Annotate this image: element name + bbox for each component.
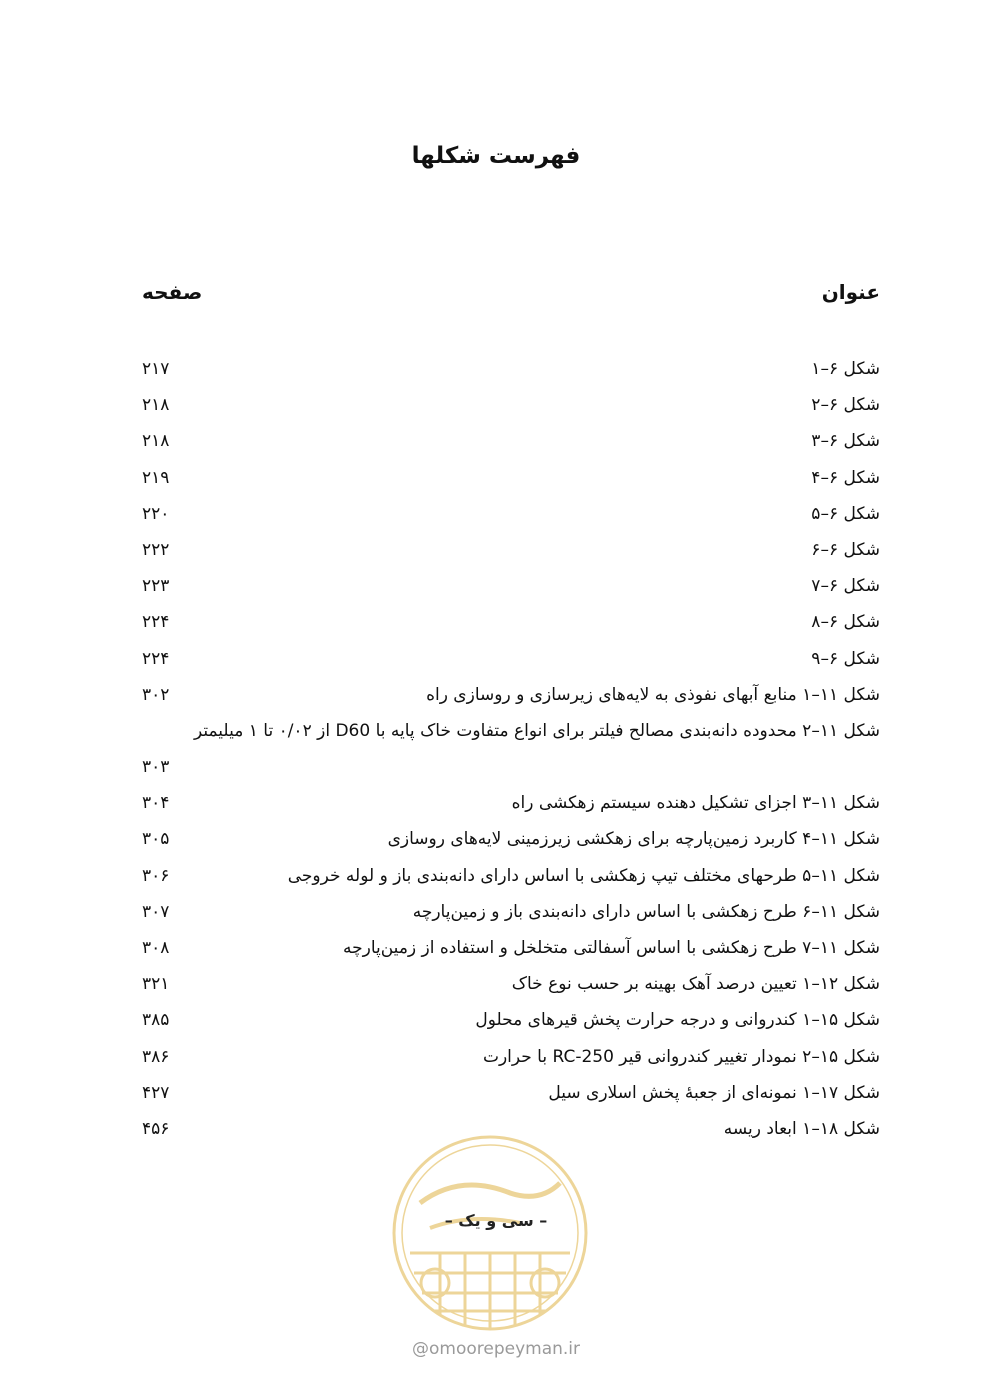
figure-title: شکل ۱۸–۱ ابعاد ریسه — [723, 1118, 880, 1139]
list-item — [140, 355, 880, 391]
page-number: ۳۸۶ — [142, 1046, 170, 1067]
page-column-header: صفحه — [142, 280, 203, 304]
list-item — [140, 427, 880, 463]
page-number: ۳۰۸ — [142, 938, 170, 959]
figure-title: شکل ۶–۸ — [811, 612, 880, 633]
list-item — [140, 391, 880, 427]
list-item — [140, 934, 880, 970]
page-footer-number: – سی و یک – — [444, 1211, 548, 1230]
figure-title: شکل ۶–۲ — [811, 395, 880, 416]
list-item — [140, 681, 880, 717]
figure-title: شکل ۱۱–۱ منابع آبهای نفوذی به لایه‌های زیرسازی و روسازی راه — [426, 684, 880, 705]
figure-title: شکل ۱۵–۱ کندروانی و درجه حرارت پخش قیرهای محلول — [475, 1010, 880, 1031]
list-item — [140, 1079, 880, 1115]
page-number: ۴۲۷ — [142, 1082, 170, 1103]
page-number: ۲۲۳ — [142, 576, 170, 597]
figure-list — [140, 355, 880, 1151]
page-number: ۳۲۱ — [142, 974, 170, 995]
page-number: ۳۰۵ — [142, 829, 170, 850]
figure-title: شکل ۱۲–۱ تعیین درصد آهک بهینه بر حسب نوع خاک — [511, 974, 880, 995]
figure-title: شکل ۱۷–۱ نمونه‌ای از جعبهٔ پخش اسلاری سیل — [548, 1082, 880, 1103]
list-item — [140, 717, 880, 789]
page-number: ۲۲۰ — [142, 503, 170, 524]
watermark-site: @omoorepeyman.ir — [411, 1339, 581, 1359]
page-number: ۲۱۹ — [142, 467, 170, 488]
list-item — [140, 500, 880, 536]
figure-title: شکل ۶–۳ — [811, 431, 880, 452]
figure-title: شکل ۱۱–۳ اجزای تشکیل دهنده سیستم زهکشی راه — [511, 793, 880, 814]
page-number: ۳۰۷ — [142, 901, 170, 922]
title-column-header: عنوان — [821, 280, 880, 304]
page-number: ۳۰۲ — [142, 684, 170, 705]
figure-title: شکل ۶–۷ — [811, 576, 880, 597]
list-item — [140, 862, 880, 898]
list-item — [140, 645, 880, 681]
watermark-seal-icon — [390, 1133, 590, 1333]
list-item — [140, 970, 880, 1006]
page-number: ۲۲۴ — [142, 648, 170, 669]
page-number: ۲۱۸ — [142, 431, 170, 452]
figure-title: شکل ۱۱–۷ طرح زهکشی با اساس آسفالتی متخلخل و استفاده از زمین‌پارچه — [343, 938, 880, 959]
figure-title: شکل ۱۱–۵ طرحهای مختلف تیپ زهکشی با اساس دارای دانه‌بندی باز و لوله خروجی — [287, 865, 880, 886]
page-number: ۳۰۶ — [142, 865, 170, 886]
page-number: ۲۱۸ — [142, 395, 170, 416]
page-number: ۲۲۴ — [142, 612, 170, 633]
list-item — [140, 536, 880, 572]
page-number: ۳۰۳ — [142, 756, 170, 777]
page-title: فهرست شکلها — [411, 143, 581, 169]
page-number: ۲۱۷ — [142, 359, 170, 379]
page-number: ۲۲۲ — [142, 539, 170, 560]
page-number: ۳۰۴ — [142, 793, 170, 814]
figure-title: شکل ۶–۶ — [811, 539, 880, 560]
list-item — [140, 1006, 880, 1042]
figure-title: شکل ۱۵–۲ نمودار تغییر کندروانی قیر RC-250 با حرارت — [482, 1046, 880, 1067]
list-item — [140, 608, 880, 644]
figure-title: شکل ۶–۴ — [811, 467, 880, 488]
figure-title: شکل ۶–۱ — [811, 359, 880, 379]
figure-title: شکل ۶–۹ — [811, 648, 880, 669]
figure-title: شکل ۱۱–۴ کاربرد زمین‌پارچه برای زهکشی زیرزمینی لایه‌های روسازی — [387, 829, 880, 850]
list-item — [140, 789, 880, 825]
page-number: ۴۵۶ — [142, 1118, 170, 1139]
list-item — [140, 1043, 880, 1079]
list-item — [140, 825, 880, 861]
list-item — [140, 572, 880, 608]
page-number: ۳۸۵ — [142, 1010, 170, 1031]
figure-title: شکل ۱۱–۶ طرح زهکشی با اساس دارای دانه‌بندی باز و زمین‌پارچه — [412, 901, 880, 922]
figure-title: شکل ۱۱–۲ محدوده دانه‌بندی مصالح فیلتر برای انواع متفاوت خاک پایه با D60 از ۰/۰۲ تا ۱ میلیمتر — [193, 720, 880, 741]
list-item — [140, 464, 880, 500]
figure-title: شکل ۶–۵ — [811, 503, 880, 524]
list-item — [140, 898, 880, 934]
